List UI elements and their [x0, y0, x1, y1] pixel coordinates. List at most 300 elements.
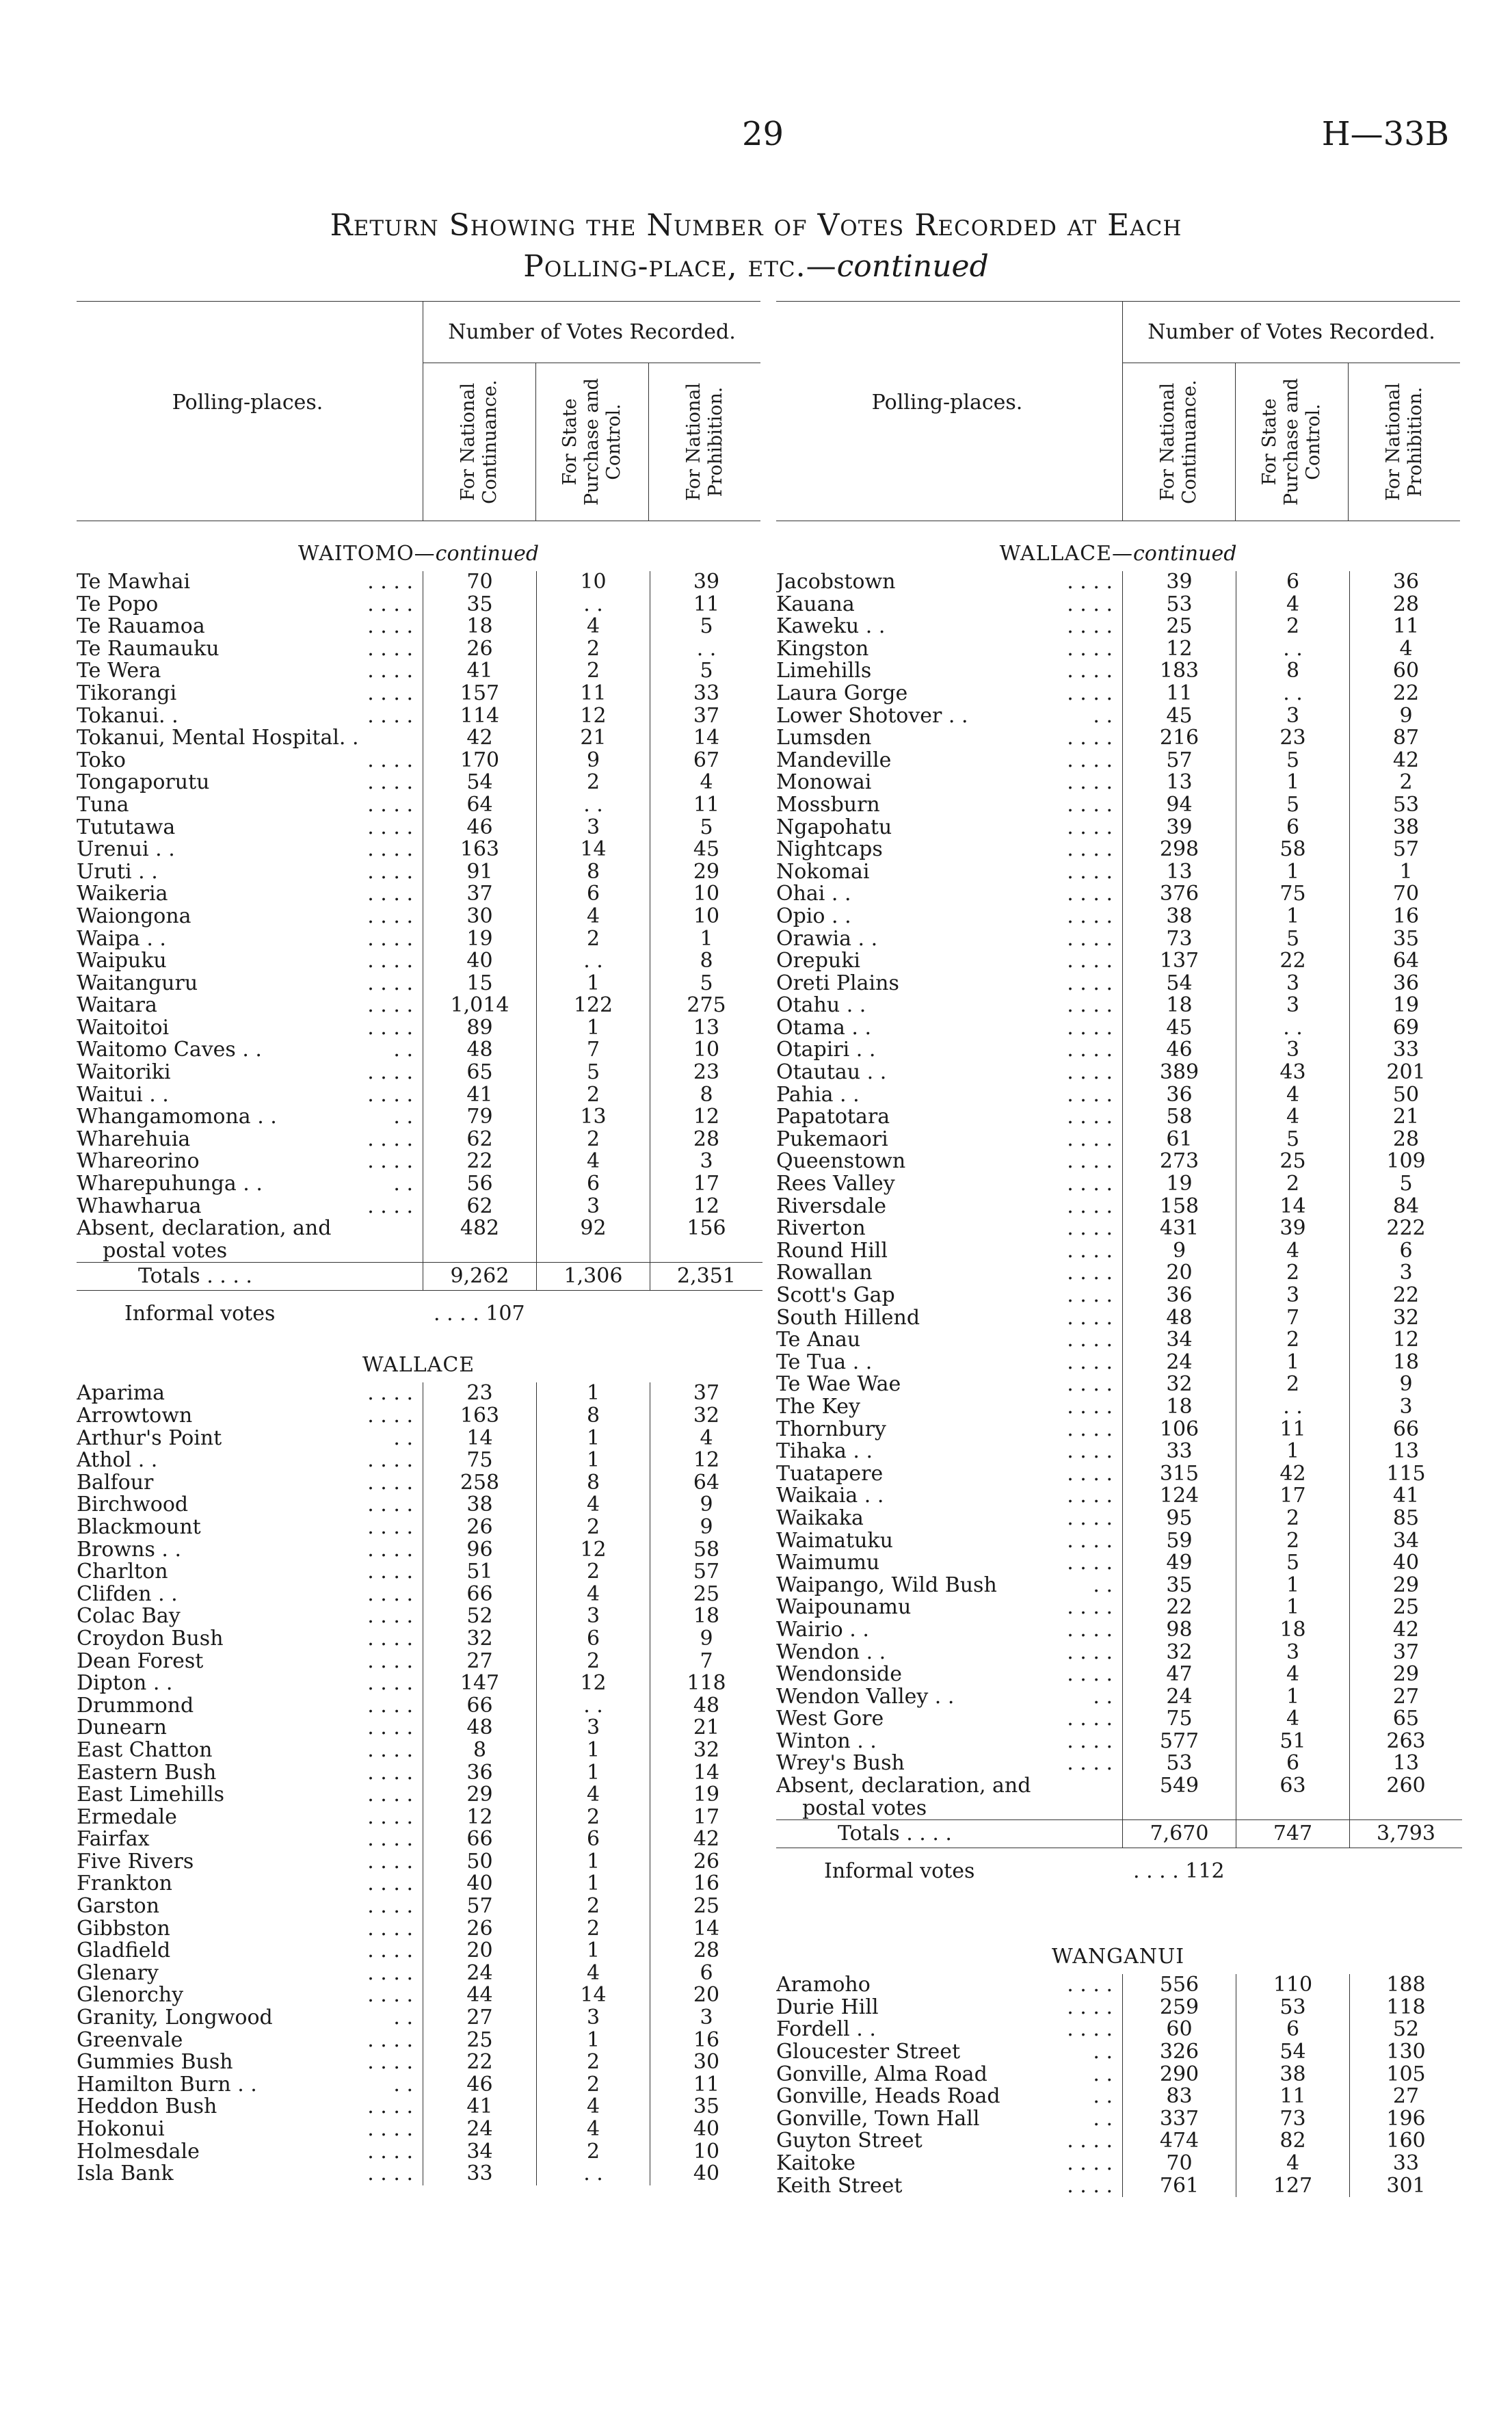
polling-place-name [776, 1374, 1123, 1396]
votes-continuance: 53 [1123, 1752, 1236, 1775]
leader-dots: . . . . [367, 1627, 413, 1651]
votes-prohibition: 27 [1350, 2086, 1463, 2108]
votes-state-purchase: 1 [537, 1017, 650, 1040]
votes-prohibition: 52 [1350, 2019, 1463, 2041]
votes-prohibition: 7 [650, 1651, 763, 1673]
table-row [776, 772, 1462, 794]
polling-place-label: Waitui . . [77, 1083, 169, 1107]
votes-prohibition: 8 [650, 950, 763, 973]
leader-dots: . . . . [367, 928, 413, 951]
section-title-wanganui: WANGANUI [1051, 1945, 1185, 1969]
polling-place-label: postal votes [776, 1797, 927, 1820]
polling-place-label: Waipa . . [77, 928, 166, 951]
table-header [77, 301, 760, 521]
votes-prohibition: 9 [650, 1516, 763, 1539]
table-row [776, 571, 1462, 594]
table-row [776, 1218, 1462, 1240]
leader-dots: . . . . [1067, 727, 1113, 750]
leader-dots: . . [393, 1427, 413, 1450]
table-row [77, 1196, 762, 1218]
polling-place-name [77, 1240, 423, 1263]
votes-prohibition: 32 [650, 1405, 763, 1428]
votes-state-purchase: 1 [1236, 1596, 1350, 1619]
votes-prohibition: 11 [650, 2074, 763, 2097]
polling-place-label: Charlton [77, 1561, 168, 1583]
votes-state-purchase: 4 [537, 2118, 650, 2141]
table-row [77, 683, 762, 705]
polling-place-label: Wairio . . [776, 1618, 869, 1642]
polling-place-name [776, 1017, 1123, 1040]
polling-place-label: Balfour [77, 1471, 154, 1495]
votes-prohibition: 85 [1350, 1508, 1463, 1530]
votes-continuance: 91 [423, 861, 537, 884]
leader-dots: . . . . [1067, 860, 1113, 884]
votes-state-purchase: 6 [537, 1173, 650, 1196]
polling-place-name [77, 683, 423, 705]
table-row [77, 1494, 762, 1516]
votes-prohibition: 4 [650, 772, 763, 794]
votes-state-purchase: 4 [537, 1962, 650, 1985]
votes-state-purchase: . . [1236, 1017, 1350, 1040]
polling-place-name [776, 1686, 1123, 1709]
votes-prohibition: 1 [1350, 861, 1463, 884]
votes-state-purchase: 2 [1236, 1262, 1350, 1285]
leader-dots: . . . . [1067, 1128, 1113, 1151]
votes-prohibition: 35 [1350, 928, 1463, 951]
votes-state-purchase: 12 [537, 1539, 650, 1562]
polling-place-label: East Chatton [77, 1739, 213, 1762]
header-national-continuance: For National Continuance. [1122, 363, 1235, 521]
polling-place-name [776, 1307, 1123, 1330]
polling-place-name [77, 1672, 423, 1695]
polling-place-label: Orawia . . [776, 928, 878, 951]
leader-dots: . . . . [1067, 1974, 1113, 1997]
table-row [77, 594, 762, 616]
table-row [776, 861, 1462, 884]
table-row [776, 1664, 1462, 1686]
leader-dots: . . [393, 1039, 413, 1062]
polling-place-label: Limehills [776, 660, 872, 683]
votes-continuance: 51 [423, 1561, 537, 1583]
leader-dots: . . . . [367, 1195, 413, 1218]
polling-place-name [776, 1285, 1123, 1307]
polling-place-name [776, 861, 1123, 884]
polling-place-label: Tihaka . . [776, 1441, 873, 1463]
table-row [776, 839, 1462, 861]
polling-place-name [77, 616, 423, 638]
leader-dots: . . . . [367, 995, 413, 1017]
leader-dots: . . . . [1067, 1039, 1113, 1062]
votes-state-purchase: 2 [1236, 1374, 1350, 1396]
table-row [77, 660, 762, 683]
leader-dots: . . . . [1067, 1329, 1113, 1352]
votes-prohibition: 40 [650, 2118, 763, 2141]
polling-place-name [776, 1664, 1123, 1686]
leader-dots: . . [1093, 2086, 1113, 2108]
votes-state-purchase: 2 [537, 928, 650, 951]
votes-continuance: 259 [1123, 1997, 1236, 2019]
votes-prohibition: 9 [650, 1628, 763, 1651]
votes-state-purchase: 2 [537, 1129, 650, 1151]
polling-place-name [77, 1494, 423, 1516]
votes-prohibition: 33 [650, 683, 763, 705]
votes-state-purchase: 22 [1236, 950, 1350, 973]
polling-place-name [77, 638, 423, 661]
leader-dots: . . . . [367, 1784, 413, 1806]
votes-state-purchase: 3 [537, 817, 650, 839]
votes-continuance: 337 [1123, 2108, 1236, 2131]
votes-prohibition: 69 [1350, 1017, 1463, 1040]
polling-place-name [77, 1984, 423, 2007]
table-row [776, 1374, 1462, 1396]
table-row [776, 2175, 1462, 2198]
votes-state-purchase: 4 [1236, 1106, 1350, 1129]
polling-place-name [776, 1329, 1123, 1352]
polling-place-label: Toko [77, 749, 126, 772]
table-row [77, 1873, 762, 1895]
votes-continuance: 22 [1123, 1596, 1236, 1619]
leader-dots: . . . . [367, 772, 413, 794]
polling-place-name [776, 1352, 1123, 1374]
votes-prohibition: 3 [1350, 1262, 1463, 1285]
polling-place-label: Waipuku [77, 950, 167, 973]
table-row [776, 1752, 1462, 1775]
votes-continuance: 83 [1123, 2086, 1236, 2108]
votes-state-purchase: 58 [1236, 839, 1350, 861]
votes-continuance: 79 [423, 1106, 537, 1129]
table-row [776, 2153, 1462, 2175]
votes-continuance: 124 [1123, 1485, 1236, 1508]
votes-state-purchase: 38 [1236, 2064, 1350, 2086]
votes-continuance: 18 [1123, 995, 1236, 1017]
votes-state-purchase: 2 [537, 1918, 650, 1941]
leader-dots: . . . . [367, 793, 413, 817]
table-row [77, 1240, 762, 1263]
leader-dots: . . [1093, 2063, 1113, 2086]
votes-continuance: 48 [423, 1039, 537, 1062]
polling-place-label: Guyton Street [776, 2130, 923, 2153]
polling-place-name [776, 2130, 1123, 2153]
votes-prohibition: 64 [650, 1472, 763, 1495]
polling-place-label: Holmesdale [77, 2140, 200, 2164]
polling-place-label: Thornbury [776, 1418, 886, 1441]
table-row [77, 1561, 762, 1583]
leader-dots: . . . . [367, 2163, 413, 2185]
votes-state-purchase: 1 [1236, 1441, 1350, 1463]
votes-prohibition: 66 [1350, 1419, 1463, 1441]
votes-state-purchase: 43 [1236, 1062, 1350, 1084]
totals-continuance: 9,262 [423, 1263, 537, 1291]
votes-prohibition: 32 [1350, 1307, 1463, 1330]
votes-continuance: 298 [1123, 839, 1236, 861]
votes-state-purchase: 6 [1236, 817, 1350, 839]
leader-dots: . . . . [367, 1605, 413, 1628]
votes-prohibition: 35 [650, 2096, 763, 2118]
votes-continuance: 41 [423, 660, 537, 683]
polling-place-label: Arthur's Point [77, 1427, 222, 1450]
polling-place-label: Colac Bay [77, 1605, 181, 1628]
votes-prohibition: 21 [1350, 1106, 1463, 1129]
wallace-table [77, 1382, 762, 2185]
informal-votes [77, 1302, 760, 1326]
polling-place-label: Waitomo Caves . . [77, 1039, 262, 1062]
table-row [77, 1173, 762, 1196]
polling-place-name [776, 1419, 1123, 1441]
leader-dots: . . . . [367, 1694, 413, 1718]
leader-dots: . . . . [1067, 1285, 1113, 1307]
leader-dots: . . . . [1067, 772, 1113, 794]
votes-state-purchase: 14 [1236, 1196, 1350, 1218]
polling-place-name [776, 1196, 1123, 1218]
polling-place-name [776, 1106, 1123, 1129]
polling-place-name [776, 2086, 1123, 2108]
header-state-purchase: For State Purchase and Control. [1235, 363, 1348, 521]
polling-place-label: Jacobstown [776, 571, 896, 594]
polling-place-name [776, 1775, 1123, 1798]
polling-place-name [776, 906, 1123, 928]
votes-continuance: 431 [1123, 1218, 1236, 1240]
votes-continuance: 376 [1123, 883, 1236, 906]
polling-place-name [77, 1828, 423, 1851]
votes-prohibition: 11 [650, 594, 763, 616]
table-row [77, 1382, 762, 1405]
informal-value: . . . . 107 [434, 1302, 525, 1326]
polling-place-name [776, 1396, 1123, 1419]
votes-state-purchase: 5 [1236, 1129, 1350, 1151]
table-row [776, 1039, 1462, 1062]
votes-state-purchase: 14 [537, 839, 650, 861]
leader-dots: . . . . [1067, 2130, 1113, 2153]
votes-continuance: 170 [423, 750, 537, 772]
polling-place-label: Te Popo [77, 593, 159, 616]
table-row [77, 2118, 762, 2141]
votes-prohibition: 9 [650, 1494, 763, 1516]
leader-dots: . . . . [1067, 1106, 1113, 1129]
document-reference: H—33B [1321, 115, 1449, 153]
polling-place-name [776, 705, 1123, 728]
votes-state-purchase: 4 [537, 1784, 650, 1806]
polling-place-label: Te Rauamoa [77, 616, 205, 638]
votes-prohibition [1350, 1798, 1463, 1820]
votes-prohibition: 275 [650, 995, 763, 1017]
votes-continuance: 32 [423, 1628, 537, 1651]
leader-dots: . . . . [1067, 793, 1113, 817]
table-row [776, 1552, 1462, 1575]
votes-state-purchase: 110 [1236, 1974, 1350, 1997]
leader-dots: . . . . [367, 2118, 413, 2141]
polling-place-name [776, 973, 1123, 995]
leader-dots: . . [393, 2073, 413, 2097]
votes-state-purchase: 53 [1236, 1997, 1350, 2019]
votes-state-purchase: 1 [537, 2029, 650, 2052]
votes-state-purchase: 4 [537, 2096, 650, 2118]
polling-place-name [776, 1151, 1123, 1173]
votes-continuance: 12 [423, 1806, 537, 1829]
leader-dots: . . . . [367, 1538, 413, 1562]
page-number: 29 [742, 115, 784, 153]
polling-place-name [77, 1472, 423, 1495]
polling-place-name [776, 1129, 1123, 1151]
votes-continuance: 13 [1123, 861, 1236, 884]
polling-place-name [776, 772, 1123, 794]
leader-dots: . . . . [1067, 682, 1113, 705]
leader-dots: . . . . [367, 839, 413, 861]
votes-prohibition: 160 [1350, 2130, 1463, 2153]
votes-prohibition: 48 [650, 1695, 763, 1718]
table-row [776, 1196, 1462, 1218]
votes-state-purchase: 1 [1236, 772, 1350, 794]
table-row [77, 1762, 762, 1785]
votes-prohibition: 222 [1350, 1218, 1463, 1240]
table-row [776, 950, 1462, 973]
votes-state-purchase: . . [537, 794, 650, 817]
votes-prohibition: 34 [1350, 1530, 1463, 1553]
leader-dots: . . . . [1067, 1730, 1113, 1753]
polling-place-label: Rowallan [776, 1262, 873, 1285]
polling-place-label: Gonville, Town Hall [776, 2107, 980, 2131]
polling-place-label: Fordell . . [776, 2019, 876, 2042]
polling-place-label: Drummond [77, 1694, 194, 1718]
votes-continuance: 46 [1123, 1039, 1236, 1062]
votes-continuance: 41 [423, 2096, 537, 2118]
polling-place-label: Mossburn [776, 793, 880, 817]
votes-prohibition: 41 [1350, 1485, 1463, 1508]
votes-prohibition: 25 [1350, 1596, 1463, 1619]
votes-prohibition: 2 [1350, 772, 1463, 794]
votes-prohibition: 29 [1350, 1664, 1463, 1686]
votes-state-purchase: . . [537, 1695, 650, 1718]
votes-continuance: 258 [423, 1472, 537, 1495]
votes-state-purchase: 1 [537, 1449, 650, 1472]
leader-dots: . . . . [1067, 1195, 1113, 1218]
votes-prohibition: 40 [650, 2163, 763, 2185]
votes-prohibition: 109 [1350, 1151, 1463, 1173]
polling-place-name [77, 1382, 423, 1405]
votes-continuance: 38 [423, 1494, 537, 1516]
votes-continuance: 70 [423, 571, 537, 594]
votes-continuance: 35 [423, 594, 537, 616]
votes-continuance: 89 [423, 1017, 537, 1040]
table-row [77, 1583, 762, 1606]
table-row [77, 1084, 762, 1107]
votes-continuance: 60 [1123, 2019, 1236, 2041]
polling-place-label: Te Anau [776, 1329, 861, 1352]
polling-place-name [77, 1873, 423, 1895]
table-row [77, 1695, 762, 1718]
table-row [77, 1672, 762, 1695]
polling-place-label: South Hillend [776, 1306, 920, 1330]
totals-label: Totals . . . . [77, 1263, 423, 1291]
votes-state-purchase: 2 [537, 2051, 650, 2074]
votes-continuance: 18 [423, 616, 537, 638]
polling-place-label: Wrey's Bush [776, 1752, 905, 1776]
table-row [776, 1530, 1462, 1553]
leader-dots: . . . . [367, 1850, 413, 1874]
votes-prohibition: 18 [1350, 1352, 1463, 1374]
leader-dots: . . . . [1067, 972, 1113, 995]
votes-state-purchase: 4 [537, 906, 650, 928]
polling-place-name [77, 1628, 423, 1651]
votes-continuance: 36 [1123, 1084, 1236, 1107]
votes-state-purchase [1236, 1798, 1350, 1820]
votes-prohibition: 10 [650, 1039, 763, 1062]
leader-dots: . . . . [1067, 995, 1113, 1017]
polling-place-name [77, 1405, 423, 1428]
table-row [776, 1262, 1462, 1285]
leader-dots: . . . . [367, 860, 413, 884]
section-title-wallace-continued: WALLACE—continued [999, 542, 1237, 566]
polling-place-name [77, 2141, 423, 2164]
polling-place-name [77, 727, 423, 750]
votes-continuance: 163 [423, 839, 537, 861]
polling-place-name [77, 1516, 423, 1539]
totals-row [77, 1263, 762, 1291]
votes-state-purchase: 4 [537, 1583, 650, 1606]
polling-place-name [776, 2175, 1123, 2198]
polling-place-name [776, 839, 1123, 861]
leader-dots: . . . . [367, 705, 413, 728]
votes-state-purchase: . . [1236, 683, 1350, 705]
votes-continuance: 42 [423, 727, 537, 750]
votes-continuance: 94 [1123, 794, 1236, 817]
wanganui-table [776, 1974, 1462, 2197]
votes-continuance: 49 [1123, 1552, 1236, 1575]
votes-prohibition: 70 [1350, 883, 1463, 906]
votes-continuance: 20 [423, 1940, 537, 1962]
votes-prohibition: 5 [650, 817, 763, 839]
left-column [77, 301, 760, 2185]
polling-place-label: Dipton . . [77, 1672, 173, 1695]
votes-continuance: 73 [1123, 928, 1236, 951]
table-row [776, 1084, 1462, 1107]
polling-place-label: Waimumu [776, 1552, 880, 1575]
polling-place-label: Waikaia . . [776, 1485, 884, 1508]
leader-dots: . . . . [1067, 2019, 1113, 2042]
polling-place-label: Nightcaps [776, 839, 883, 861]
leader-dots: . . . . [1067, 1641, 1113, 1664]
table-row [77, 772, 762, 794]
votes-prohibition: 37 [1350, 1642, 1463, 1664]
votes-state-purchase: 2 [537, 638, 650, 661]
votes-continuance: 26 [423, 1516, 537, 1539]
votes-continuance: 761 [1123, 2175, 1236, 2198]
votes-state-purchase: 1 [537, 1382, 650, 1405]
votes-state-purchase: 3 [1236, 1285, 1350, 1307]
polling-place-label: Tikorangi [77, 682, 177, 705]
polling-place-name [77, 1739, 423, 1762]
polling-place-name [776, 1619, 1123, 1642]
votes-continuance: 61 [1123, 1129, 1236, 1151]
votes-state-purchase: 1 [1236, 1575, 1350, 1597]
polling-place-name [77, 1762, 423, 1785]
votes-prohibition: 67 [650, 750, 763, 772]
table-row [776, 817, 1462, 839]
votes-prohibition [650, 1240, 763, 1263]
polling-place-label: Pahia . . [776, 1083, 860, 1107]
votes-state-purchase: 2 [1236, 1173, 1350, 1196]
polling-place-label: Garston [77, 1895, 160, 1918]
polling-place-name [77, 794, 423, 817]
leader-dots: . . . . [367, 816, 413, 839]
table-row [77, 1218, 762, 1240]
polling-place-label: Monowai [776, 772, 872, 794]
table-row [776, 883, 1462, 906]
votes-state-purchase: 6 [1236, 2019, 1350, 2041]
votes-prohibition: 5 [1350, 1173, 1463, 1196]
votes-continuance: 19 [423, 928, 537, 951]
votes-state-purchase: 2 [537, 1651, 650, 1673]
polling-place-name [77, 1918, 423, 1941]
